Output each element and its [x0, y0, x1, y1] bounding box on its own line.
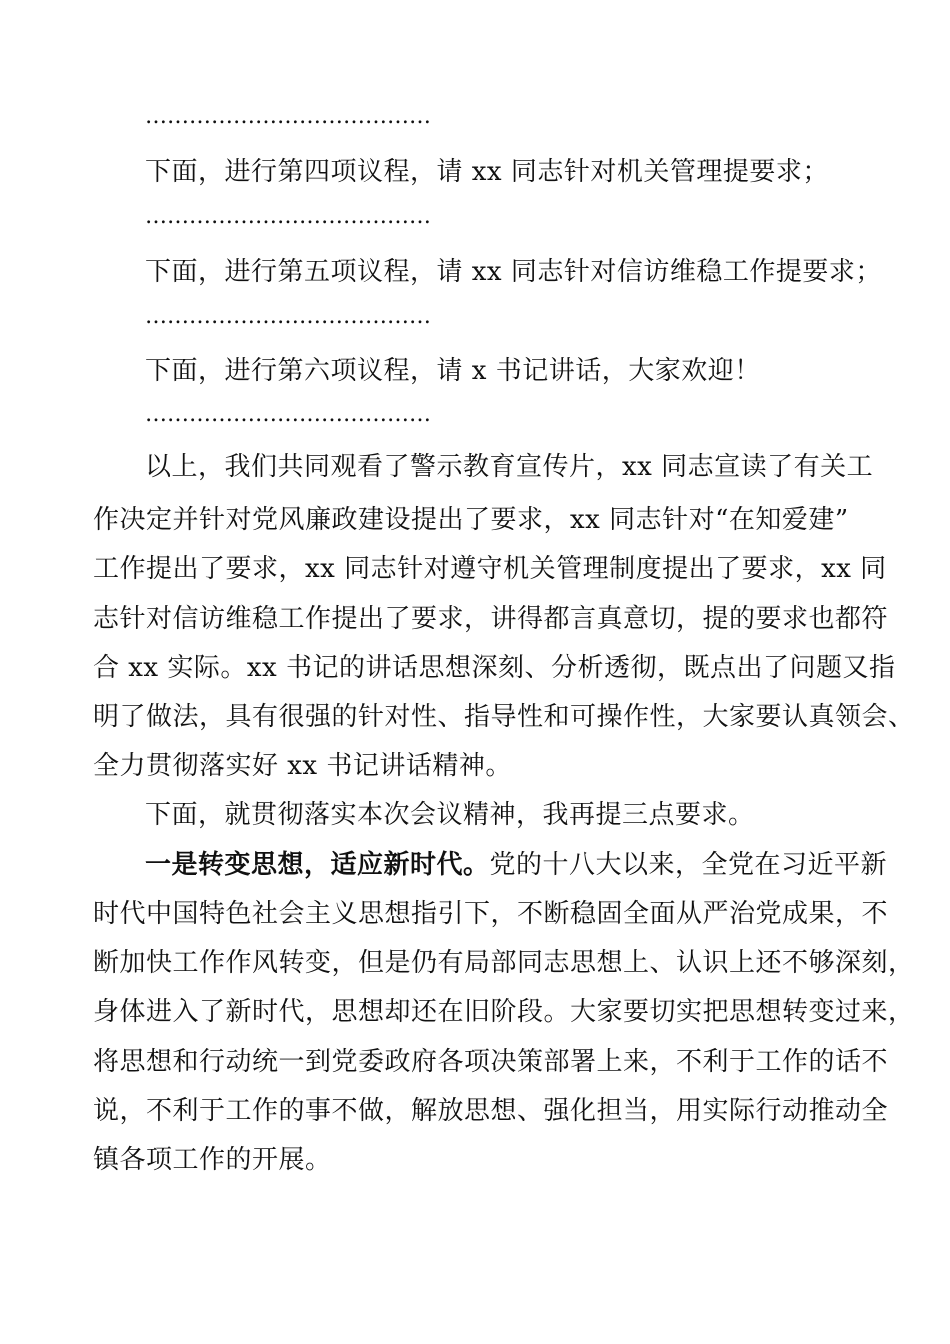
paragraph-line: 身体进入了新时代，思想却还在旧阶段。大家要切实把思想转变过来， — [93, 997, 915, 1027]
paragraph-line: 以上，我们共同观看了警示教育宣传片，xx 同志宣读了有关工 — [145, 452, 874, 482]
ellipsis-line: ………………………………… — [145, 304, 431, 329]
paragraph-line: 说，不利于工作的事不做，解放思想、强化担当，用实际行动推动全 — [93, 1096, 889, 1126]
paragraph-line: 镇各项工作的开展。 — [93, 1145, 332, 1175]
agenda-item-four: 下面，进行第四项议程，请 xx 同志针对机关管理提要求； — [145, 157, 829, 187]
paragraph-line: 作决定并针对党风廉政建设提出了要求，xx 同志针对“在知爱建” — [93, 505, 849, 535]
paragraph-line: 断加快工作作风转变，但是仍有局部同志思想上、认识上还不够深刻， — [93, 948, 915, 978]
point-one-first-line: 党的十八大以来，全党在习近平新 — [489, 850, 888, 880]
agenda-item-five: 下面，进行第五项议程，请 xx 同志针对信访维稳工作提要求； — [145, 257, 882, 287]
ellipsis-line: ………………………………… — [145, 104, 431, 129]
paragraph-line: 工作提出了要求，xx 同志针对遵守机关管理制度提出了要求，xx 同 — [93, 554, 887, 584]
point-one-heading: 一是转变思想，适应新时代。 — [145, 850, 490, 880]
ellipsis-line: ………………………………… — [145, 402, 431, 427]
paragraph-line: 明了做法，具有很强的针对性、指导性和可操作性，大家要认真领会、 — [93, 702, 915, 732]
paragraph-line: 全力贯彻落实好 xx 书记讲话精神。 — [93, 751, 512, 781]
paragraph-line: 志针对信访维稳工作提出了要求，讲得都言真意切，提的要求也都符 — [93, 604, 889, 634]
paragraph-line: 合 xx 实际。xx 书记的讲话思想深刻、分析透彻，既点出了问题又指 — [93, 653, 896, 683]
agenda-item-six: 下面，进行第六项议程，请 x 书记讲话，大家欢迎！ — [145, 356, 761, 386]
paragraph-line: 将思想和行动统一到党委政府各项决策部署上来，不利于工作的话不 — [93, 1047, 889, 1077]
transition-paragraph: 下面，就贯彻落实本次会议精神，我再提三点要求。 — [145, 800, 755, 830]
paragraph-line: 时代中国特色社会主义思想指引下，不断稳固全面从严治党成果，不 — [93, 899, 889, 929]
paragraph-line — [145, 847, 887, 883]
ellipsis-line: ………………………………… — [145, 204, 431, 229]
